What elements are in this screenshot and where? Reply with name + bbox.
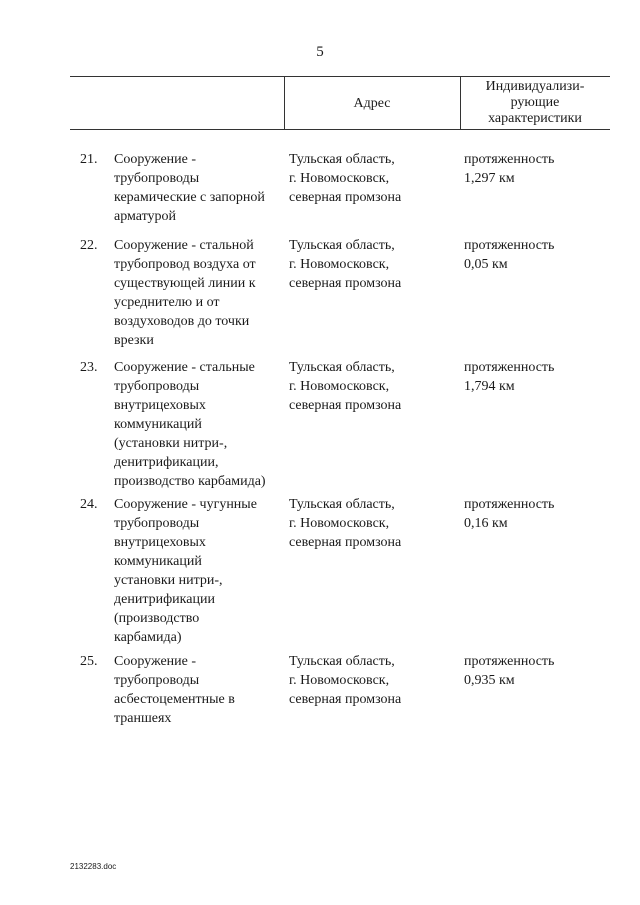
object-characteristics: протяженность 0,16 км <box>464 497 555 531</box>
object-characteristics: протяженность 0,935 км <box>464 654 555 688</box>
table-header <box>70 76 610 130</box>
characteristics-column-header: Индивидуализи- рующие характеристики <box>485 79 585 126</box>
object-name: Сооружение - трубопроводы асбестоцементные в траншеях <box>114 654 235 726</box>
object-address: Тульская область, г. Новомосковск, северная промзона <box>289 497 402 550</box>
object-name: Сооружение - стальной трубопровод воздуха от существующей линии к усреднителю и от воздуховодов до точки врезки <box>114 238 256 348</box>
row-number: 25. <box>80 654 98 669</box>
row-number: 24. <box>80 497 98 512</box>
object-address: Тульская область, г. Новомосковск, северная промзона <box>289 360 402 413</box>
header-top-rule <box>70 76 610 77</box>
object-address: Тульская область, г. Новомосковск, северная промзона <box>289 152 402 205</box>
object-name: Сооружение - стальные трубопроводы внутрицеховых коммуникаций (установки нитри-, денитрификации, производство карбамида) <box>114 360 266 489</box>
object-characteristics: протяженность 1,297 км <box>464 152 555 186</box>
address-column-header: Адрес <box>353 96 391 111</box>
object-address: Тульская область, г. Новомосковск, северная промзона <box>289 654 402 707</box>
object-characteristics: протяженность 0,05 км <box>464 238 555 272</box>
page-number: 5 <box>316 44 324 60</box>
row-number: 21. <box>80 152 98 167</box>
row-number: 23. <box>80 360 98 375</box>
object-name: Сооружение - трубопроводы керамические с запорной арматурой <box>114 152 265 224</box>
header-bottom-rule <box>70 129 610 130</box>
row-number: 22. <box>80 238 98 253</box>
file-name-footer: 2132283.doc <box>70 862 117 871</box>
object-characteristics: протяженность 1,794 км <box>464 360 555 394</box>
object-address: Тульская область, г. Новомосковск, северная промзона <box>289 238 402 291</box>
object-name: Сооружение - чугунные трубопроводы внутрицеховых коммуникаций установки нитри-, денитрификации (производство карбамида) <box>114 497 257 645</box>
